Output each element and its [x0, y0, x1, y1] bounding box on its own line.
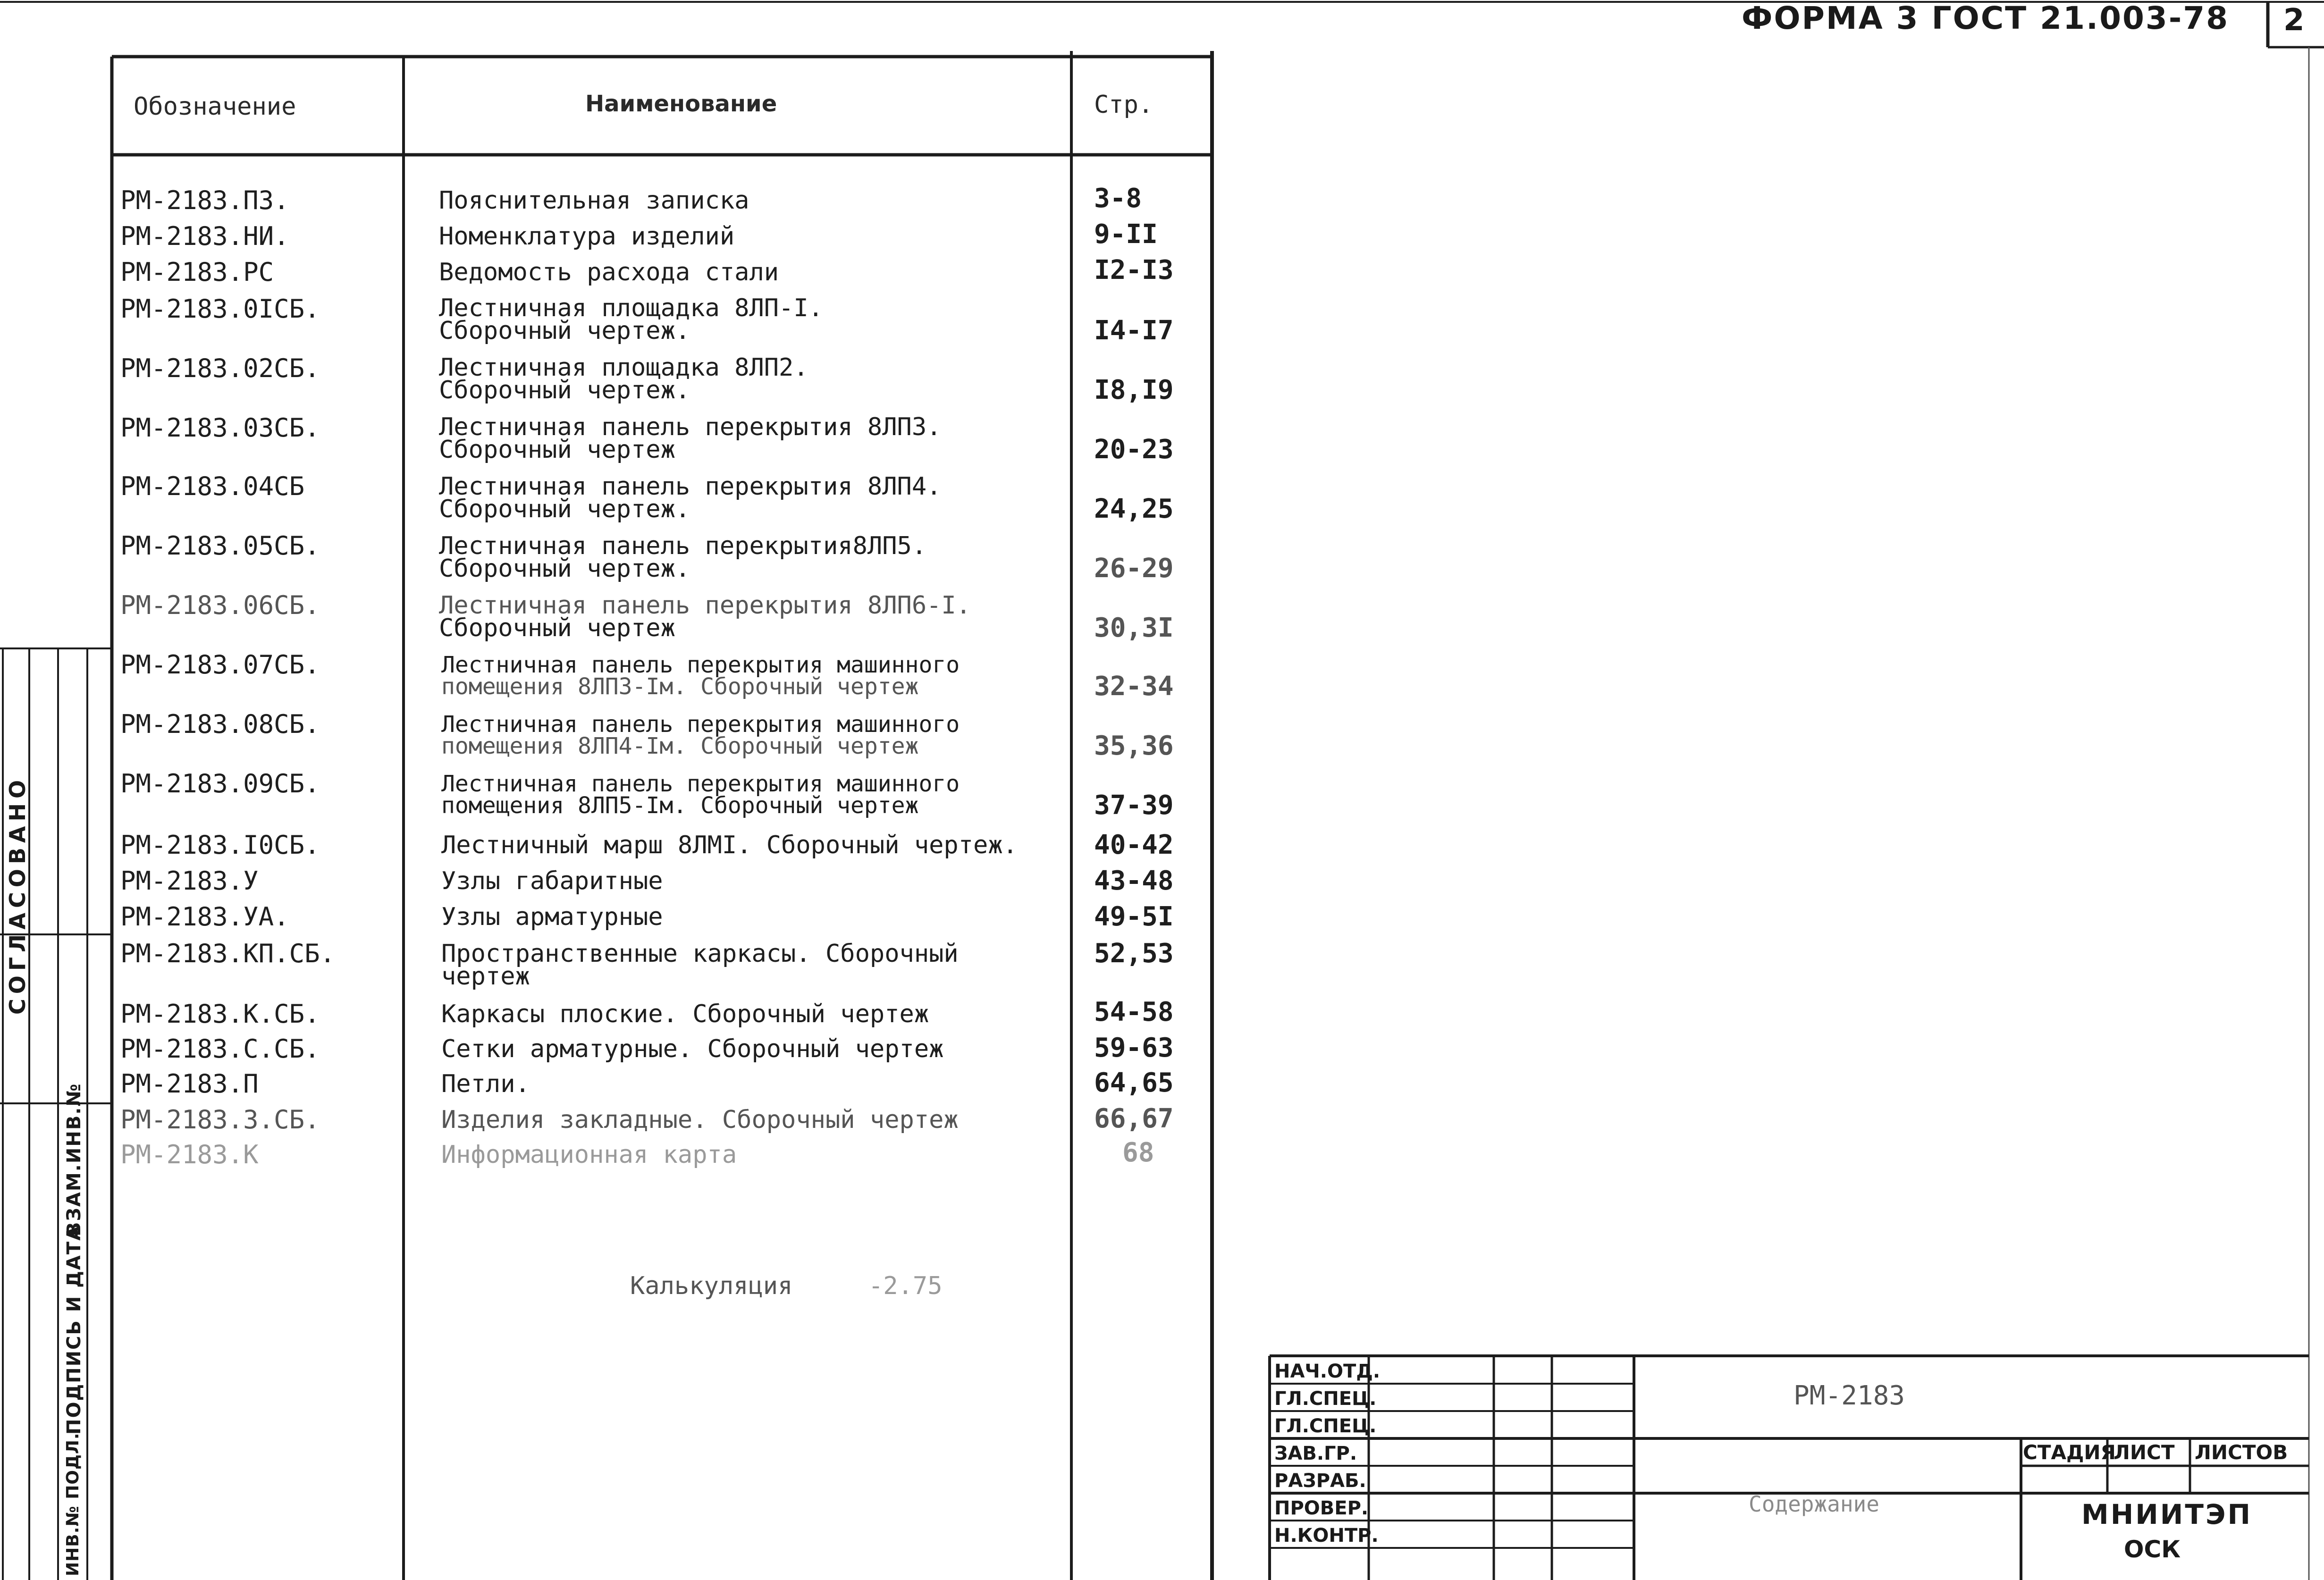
row-page: 26-29: [1094, 553, 1174, 584]
row-code: РМ-2183.С.СБ.: [120, 1034, 320, 1064]
row-code: РМ-2183.К.СБ.: [120, 999, 320, 1029]
row-page: 49-5I: [1094, 901, 1174, 932]
role-checker: ПРОВЕР.: [1274, 1497, 1369, 1519]
original-inventory-label: ИНВ.№ ПОДЛ.: [63, 1432, 83, 1576]
row-code: РМ-2183.ПЗ.: [120, 185, 289, 215]
sheet-number: 2: [2283, 3, 2305, 38]
row-code: РМ-2183.РС: [120, 257, 274, 287]
row-name: Пояснительная записка: [439, 186, 749, 215]
row-name: Лестничная площадка 8ЛП-I.: [439, 294, 823, 322]
row-name: Ведомость расхода стали: [439, 258, 779, 286]
row-code: РМ-2183.УА.: [120, 902, 289, 932]
row-name: Узлы габаритные: [441, 867, 663, 895]
row-code: РМ-2183.05СБ.: [120, 531, 320, 561]
row-page: 20-23: [1094, 434, 1174, 465]
row-page: 3-8: [1094, 183, 1142, 214]
row-name-cont: Сборочный чертеж: [439, 614, 675, 642]
row-code: РМ-2183.П: [120, 1069, 259, 1099]
row-name-cont: Сборочный чертеж.: [439, 495, 690, 523]
row-code: РМ-2183.07СБ.: [120, 650, 320, 680]
row-name: Информационная карта: [441, 1141, 737, 1169]
organization-name: МНИИТЭП: [2081, 1498, 2253, 1530]
row-name: Лестничная панель перекрытия машинного: [441, 771, 960, 797]
role-developer: РАЗРАБ.: [1274, 1470, 1366, 1492]
signature-date-label: ПОДПИСЬ И ДАТА: [63, 1225, 85, 1435]
row-page: 24,25: [1094, 494, 1174, 524]
row-name: Лестничный марш 8ЛМI. Сборочный чертеж.: [441, 831, 1018, 859]
row-code: РМ-2183.У: [120, 866, 259, 896]
row-page: 66,67: [1094, 1103, 1174, 1134]
row-name: Лестничная панель перекрытия8ЛП5.: [439, 532, 927, 560]
calculation-value: -2.75: [868, 1272, 943, 1300]
row-page: 35,36: [1094, 731, 1174, 761]
row-name: Лестничная панель перекрытия 8ЛП4.: [439, 472, 942, 501]
row-page: 68: [1122, 1137, 1154, 1168]
row-page: 30,3I: [1094, 613, 1174, 643]
row-code: РМ-2183.02СБ.: [120, 353, 320, 383]
row-name-cont: Сборочный чертеж.: [439, 555, 690, 583]
role-head-of-dept: НАЧ.ОТД.: [1274, 1361, 1381, 1382]
row-name: Узлы арматурные: [441, 903, 663, 931]
row-name: Лестничная панель перекрытия 8ЛП3.: [439, 413, 942, 441]
row-name: Петли.: [441, 1070, 530, 1098]
row-name-cont: помещения 8ЛП3-Iм. Сборочный чертеж: [441, 673, 919, 700]
document-title: Содержание: [1749, 1491, 1879, 1517]
column-header-page: Стр.: [1094, 91, 1154, 119]
row-page: 43-48: [1094, 866, 1174, 896]
column-header-code: Обозначение: [134, 92, 296, 121]
row-name: Пространственные каркасы. Сборочный: [441, 940, 959, 968]
row-name-cont: чертеж: [441, 962, 530, 991]
row-page: I4-I7: [1094, 315, 1174, 346]
row-name: Каркасы плоские. Сборочный чертеж: [441, 1000, 929, 1028]
row-page: 52,53: [1094, 938, 1174, 969]
row-code: РМ-2183.06СБ.: [120, 590, 320, 620]
row-code: РМ-2183.09СБ.: [120, 769, 320, 798]
row-page: 32-34: [1094, 671, 1174, 702]
row-code: РМ-2183.КП.СБ.: [120, 939, 336, 968]
row-code: РМ-2183.НИ.: [120, 221, 289, 251]
row-page: I2-I3: [1094, 255, 1174, 286]
row-code: РМ-2183.К: [120, 1140, 259, 1169]
form-standard-label: ФОРМА 3 ГОСТ 21.003-78: [1742, 0, 2230, 36]
stage-label: СТАДИЯ: [2023, 1441, 2116, 1464]
row-code: РМ-2183.З.СБ.: [120, 1105, 320, 1135]
row-name: Изделия закладные. Сборочный чертеж: [441, 1106, 959, 1134]
row-code: РМ-2183.I0СБ.: [120, 830, 320, 860]
row-name-cont: Сборочный чертеж: [439, 436, 675, 464]
column-header-name: Наименование: [585, 91, 777, 117]
row-name: Лестничная площадка 8ЛП2.: [439, 353, 808, 382]
row-name: Сетки арматурные. Сборочный чертеж: [441, 1035, 944, 1063]
row-page: 64,65: [1094, 1067, 1174, 1098]
row-page: 59-63: [1094, 1033, 1174, 1063]
row-name: Лестничная панель перекрытия машинного: [441, 652, 960, 678]
document-code: РМ-2183: [1794, 1380, 1905, 1411]
role-chief-specialist: ГЛ.СПЕЦ.: [1274, 1388, 1377, 1410]
row-code: РМ-2183.03СБ.: [120, 413, 320, 443]
sheet-label: ЛИСТ: [2113, 1441, 2175, 1464]
row-name: Лестничная панель перекрытия 8ЛП6-I.: [439, 591, 971, 620]
replaced-inventory-label: ВЗАМ.ИНВ.№: [63, 1083, 85, 1236]
row-name: Номенклатура изделий: [439, 222, 735, 251]
row-page: I8,I9: [1094, 375, 1174, 405]
row-page: 37-39: [1094, 790, 1174, 821]
row-code: РМ-2183.0IСБ.: [120, 294, 320, 324]
role-norm-control: Н.КОНТР.: [1274, 1525, 1379, 1546]
row-name-cont: Сборочный чертеж.: [439, 317, 690, 345]
role-group-head: ЗАВ.ГР.: [1274, 1443, 1357, 1464]
row-page: 40-42: [1094, 830, 1174, 860]
row-page: 54-58: [1094, 997, 1174, 1027]
row-name-cont: помещения 8ЛП4-Iм. Сборочный чертеж: [441, 733, 919, 759]
agreed-stamp-label: СОГЛАСОВАНО: [5, 775, 30, 1015]
organization-dept: ОСК: [2124, 1536, 2181, 1563]
sheets-label: ЛИСТОВ: [2195, 1441, 2288, 1464]
row-page: 9-II: [1094, 219, 1158, 250]
row-name-cont: Сборочный чертеж.: [439, 376, 690, 404]
role-chief-specialist-2: ГЛ.СПЕЦ.: [1274, 1415, 1377, 1437]
calculation-label: Калькуляция: [630, 1272, 793, 1300]
row-name-cont: помещения 8ЛП5-Iм. Сборочный чертеж: [441, 792, 919, 819]
row-code: РМ-2183.04СБ: [120, 471, 305, 501]
row-name: Лестничная панель перекрытия машинного: [441, 711, 960, 738]
row-code: РМ-2183.08СБ.: [120, 709, 320, 739]
